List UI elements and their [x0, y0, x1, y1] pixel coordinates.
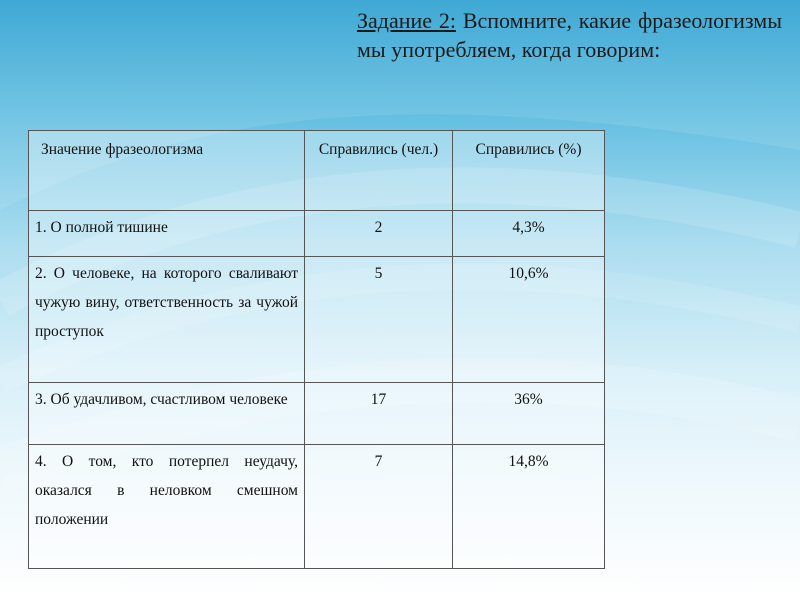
slide-title — [357, 6, 782, 64]
row-meaning: 2. О человеке, на которого сваливают чужую вину, ответственность за чужой проступок — [29, 257, 305, 383]
results-table — [28, 130, 605, 569]
row-count: 17 — [305, 383, 453, 445]
row-count: 2 — [305, 211, 453, 257]
row-percent: 14,8% — [453, 445, 605, 569]
row-percent: 10,6% — [453, 257, 605, 383]
table-row — [29, 211, 605, 257]
header-count: Справились (чел.) — [305, 131, 453, 211]
header-meaning: Значение фразеологизма — [29, 131, 305, 211]
table-header-row — [29, 131, 605, 211]
header-percent: Справились (%) — [453, 131, 605, 211]
row-meaning: 1. О полной тишине — [29, 211, 305, 257]
row-count: 5 — [305, 257, 453, 383]
row-meaning: 4. О том, кто потерпел неудачу, оказался в неловком смешном положении — [29, 445, 305, 569]
task-text: Вспомните, какие фразеологизмы мы употребляем, когда говорим: — [357, 8, 783, 62]
table-row — [29, 383, 605, 445]
row-percent: 36% — [453, 383, 605, 445]
task-label: Задание 2: — [357, 8, 456, 33]
row-count: 7 — [305, 445, 453, 569]
table-row — [29, 257, 605, 383]
table-row — [29, 445, 605, 569]
row-percent: 4,3% — [453, 211, 605, 257]
row-meaning: 3. Об удачливом, счастливом человеке — [29, 383, 305, 445]
